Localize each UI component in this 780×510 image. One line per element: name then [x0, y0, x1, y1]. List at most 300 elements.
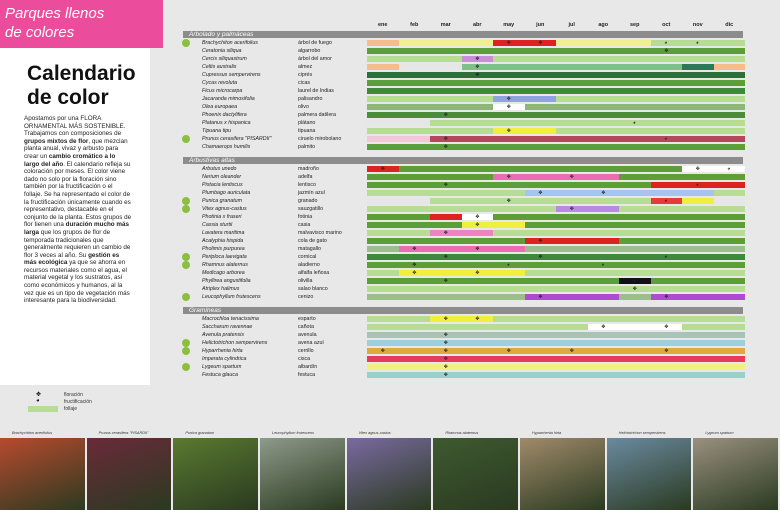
color-segment — [493, 56, 745, 62]
color-segment — [525, 246, 746, 252]
flowering-icon: ✥ — [506, 96, 511, 102]
flowering-icon: ✥ — [475, 72, 480, 78]
color-segment — [367, 182, 651, 188]
month-bar — [367, 182, 745, 188]
scientific-name: Tipuana tipu — [202, 128, 232, 134]
scientific-name: Phoenix dactylifera — [202, 112, 247, 118]
color-segment — [367, 120, 430, 126]
plant-row — [165, 119, 780, 127]
common-name: olivo — [298, 104, 309, 110]
color-segment — [682, 64, 714, 70]
scientific-name: Atriplex halimus — [202, 286, 240, 292]
common-name: palmera datilera — [298, 112, 336, 118]
month-bar — [367, 270, 745, 276]
plant-row — [165, 135, 780, 143]
flowering-icon: ✥ — [475, 316, 480, 322]
flowering-icon: ✥ — [443, 332, 448, 338]
flowering-icon: ✥ — [601, 190, 606, 196]
color-segment — [399, 40, 494, 46]
highlight-dot-icon — [182, 253, 190, 261]
color-segment — [430, 136, 745, 142]
legend-symbol: ◕ — [36, 398, 40, 404]
plant-row — [165, 229, 780, 237]
common-name: árbol de fuego — [298, 40, 332, 46]
photo-caption: Lygeum spartum — [705, 431, 734, 435]
flowering-icon: ✥ — [443, 364, 448, 370]
plant-row — [165, 55, 780, 63]
color-segment — [367, 88, 745, 94]
common-name: ciprés — [298, 72, 313, 78]
fruiting-icon: ◕ — [632, 120, 636, 126]
common-name: granado — [298, 198, 318, 204]
flowering-icon: ✥ — [538, 254, 543, 260]
month-label: ene — [378, 22, 388, 28]
common-name: festuca — [298, 372, 316, 378]
color-segment — [399, 166, 683, 172]
plant-row — [165, 237, 780, 245]
month-label: mar — [440, 22, 451, 28]
common-name: sauzgatillo — [298, 206, 324, 212]
photo-caption: Prunus cerasifera "PISARDII" — [98, 431, 149, 435]
common-name: árbol del amor — [298, 56, 332, 62]
color-segment — [367, 136, 430, 142]
flowering-icon: ✥ — [664, 294, 669, 300]
flowering-icon: ✥ — [475, 64, 480, 70]
common-name: cola de gato — [298, 238, 327, 244]
color-segment — [619, 238, 745, 244]
common-name: lentisco — [298, 182, 316, 188]
plant-row — [165, 95, 780, 103]
color-segment — [367, 286, 745, 292]
month-bar — [367, 294, 745, 300]
color-segment — [430, 316, 493, 322]
plant-row — [165, 127, 780, 135]
plant-row — [165, 79, 780, 87]
flowering-icon: ✥ — [475, 270, 480, 276]
flowering-icon: ✥ — [380, 348, 385, 354]
legend-label: follaje — [64, 406, 78, 412]
plant-row — [165, 355, 780, 363]
color-segment — [430, 198, 651, 204]
plant-photo — [260, 438, 345, 510]
color-segment — [367, 294, 525, 300]
flowering-icon: ✥ — [569, 348, 574, 354]
color-segment — [367, 324, 588, 330]
color-segment — [493, 230, 745, 236]
fruiting-icon: ◕ — [695, 40, 699, 46]
flowering-icon: ✥ — [443, 230, 448, 236]
color-segment — [367, 104, 493, 110]
color-segment — [619, 174, 745, 180]
color-segment — [651, 278, 746, 284]
color-segment — [525, 190, 714, 196]
scientific-name: Celtis australis — [202, 64, 237, 70]
month-label: jul — [568, 22, 575, 28]
plant-photo — [433, 438, 518, 510]
month-bar — [367, 348, 745, 354]
highlight-dot-icon — [182, 135, 190, 143]
common-name: avenula — [298, 332, 317, 338]
color-segment — [367, 56, 462, 62]
color-segment — [367, 262, 745, 268]
flowering-icon: ✥ — [443, 112, 448, 118]
common-name: alfalfa leñosa — [298, 270, 330, 276]
month-label: dic — [725, 22, 734, 28]
color-segment — [493, 40, 556, 46]
color-segment — [682, 324, 745, 330]
scientific-name: Arbutus unedo — [202, 166, 237, 172]
flowering-icon: ✥ — [475, 56, 480, 62]
month-bar — [367, 190, 745, 196]
common-name: aladierno — [298, 262, 320, 268]
plant-row — [165, 261, 780, 269]
flowering-icon: ✥ — [443, 356, 448, 362]
scientific-name: Cassia sturtii — [202, 222, 233, 228]
color-segment — [430, 230, 493, 236]
common-name: jazmín azul — [298, 190, 325, 196]
banner — [0, 0, 163, 48]
month-bar — [367, 230, 745, 236]
common-name: cisca — [298, 356, 311, 362]
color-segment — [367, 48, 745, 54]
plant-photo — [173, 438, 258, 510]
color-segment — [367, 270, 399, 276]
color-segment — [367, 80, 745, 86]
flowering-icon: ✥ — [632, 286, 637, 292]
color-segment — [619, 294, 651, 300]
month-bar — [367, 222, 745, 228]
photo-caption: Helictotrichon sempervirens — [618, 431, 666, 435]
month-bar — [367, 72, 745, 78]
plant-row — [165, 363, 780, 371]
scientific-name: Brachychiton acerifolius — [202, 40, 258, 46]
scientific-name: Macrochloa tenacissima — [202, 316, 259, 322]
color-segment — [367, 144, 745, 150]
highlight-dot-icon — [182, 205, 190, 213]
fruiting-icon: ◕ — [632, 278, 636, 284]
highlight-dot-icon — [182, 293, 190, 301]
scientific-name: Lygeum spartum — [202, 364, 242, 370]
color-segment — [556, 96, 745, 102]
flowering-icon: ✥ — [475, 222, 480, 228]
month-bar — [367, 88, 745, 94]
section-title: Arbolado y palmáceas — [189, 31, 254, 38]
color-segment — [367, 64, 399, 70]
section-title: Arbustivas altas — [189, 157, 235, 164]
scientific-name: Phyllirea angustifolia — [202, 278, 251, 284]
highlight-dot-icon — [182, 39, 190, 47]
month-bar — [367, 40, 745, 46]
plant-row — [165, 71, 780, 79]
plant-row — [165, 111, 780, 119]
common-name: laurel de Indias — [298, 88, 334, 94]
plant-row — [165, 213, 780, 221]
legend-label: floración — [64, 392, 83, 398]
scientific-name: Photinia x fraseri — [202, 214, 242, 220]
flowering-icon: ✥ — [443, 136, 448, 142]
photo-caption: Leucophyllum frutescens — [272, 431, 314, 435]
title-line-1: Calendario — [27, 62, 136, 85]
common-name: cañota — [298, 324, 314, 330]
flowering-icon: ✥ — [538, 294, 543, 300]
color-segment — [367, 278, 619, 284]
scientific-name: Acalyphia hispida — [202, 238, 244, 244]
plant-photo — [693, 438, 778, 510]
plant-row — [165, 269, 780, 277]
month-bar — [367, 254, 745, 260]
month-bar — [367, 80, 745, 86]
flowering-icon: ✥ — [443, 254, 448, 260]
common-name: algarrobo — [298, 48, 321, 54]
flowering-icon: ✥ — [695, 166, 700, 172]
color-segment — [493, 96, 556, 102]
month-bar — [367, 198, 745, 204]
plant-row — [165, 221, 780, 229]
plant-row — [165, 371, 780, 379]
month-bar — [367, 112, 745, 118]
month-bar — [367, 166, 745, 172]
common-name: cerrillo — [298, 348, 314, 354]
color-segment — [399, 64, 462, 70]
flowering-icon: ✥ — [506, 128, 511, 134]
month-bar — [367, 364, 745, 370]
color-segment — [367, 348, 745, 354]
flowering-icon: ✥ — [380, 166, 385, 172]
month-bar — [367, 286, 745, 292]
color-segment — [462, 64, 683, 70]
color-segment — [367, 198, 430, 204]
scientific-name: Hyparrhenia hirta — [202, 348, 243, 354]
color-segment — [367, 246, 399, 252]
fruiting-icon: ◕ — [506, 262, 510, 268]
plant-row — [165, 197, 780, 205]
scientific-name: Imperata cylindrica — [202, 356, 247, 362]
plant-row — [165, 277, 780, 285]
flowering-icon: ✥ — [443, 348, 448, 354]
month-bar — [367, 332, 745, 338]
scientific-name: Plumbago auriculata — [202, 190, 251, 196]
scientific-name: Cercis siliquastrum — [202, 56, 247, 62]
color-segment — [493, 214, 745, 220]
month-bar — [367, 174, 745, 180]
color-segment — [682, 166, 745, 172]
month-label: sep — [630, 22, 640, 28]
flowering-icon: ✥ — [443, 340, 448, 346]
scientific-name: Pistacia lentiscus — [202, 182, 243, 188]
plant-photo — [87, 438, 172, 510]
plant-row — [165, 143, 780, 151]
color-segment — [462, 222, 525, 228]
fruiting-icon: ◕ — [695, 182, 699, 188]
fruiting-icon: ◕ — [664, 198, 668, 204]
plant-photo — [0, 438, 85, 510]
plant-row — [165, 323, 780, 331]
color-segment — [367, 364, 745, 370]
flowering-icon: ✥ — [506, 198, 511, 204]
scientific-name: Cycas revoluta — [202, 80, 238, 86]
scientific-name: Nerium oleander — [202, 174, 242, 180]
month-bar — [367, 356, 745, 362]
flowering-icon: ✥ — [443, 182, 448, 188]
color-segment — [367, 206, 556, 212]
common-name: madroño — [298, 166, 319, 172]
common-name: adelfa — [298, 174, 313, 180]
plant-row — [165, 165, 780, 173]
legend-label: fructificación — [64, 399, 92, 405]
color-segment — [525, 270, 746, 276]
flowering-icon: ✥ — [506, 174, 511, 180]
flowering-icon: ✥ — [412, 262, 417, 268]
flowering-icon: ✥ — [443, 144, 448, 150]
month-bar — [367, 56, 745, 62]
scientific-name: Cupressus sempervirens — [202, 72, 261, 78]
common-name: palmito — [298, 144, 316, 150]
flowering-icon: ✥ — [569, 174, 574, 180]
photo-caption: Rhamnus alaternus — [445, 431, 479, 435]
color-segment — [714, 198, 746, 204]
color-segment — [682, 198, 714, 204]
flowering-icon: ✥ — [538, 190, 543, 196]
color-segment — [556, 206, 619, 212]
highlight-dot-icon — [182, 347, 190, 355]
scientific-name: Ficus microcarpa — [202, 88, 243, 94]
plant-row — [165, 103, 780, 111]
flowering-icon: ✥ — [569, 206, 574, 212]
plant-row — [165, 253, 780, 261]
plant-row — [165, 39, 780, 47]
flowering-icon: ✥ — [475, 214, 480, 220]
flowering-icon: ✥ — [443, 372, 448, 378]
color-segment — [367, 128, 493, 134]
common-name: avena azul — [298, 340, 324, 346]
color-calendar-chart — [165, 22, 780, 410]
plant-row — [165, 173, 780, 181]
scientific-name: Olea europaea — [202, 104, 238, 110]
month-bar — [367, 136, 745, 142]
month-label: ago — [598, 22, 609, 28]
highlight-dot-icon — [182, 339, 190, 347]
photo-caption: Punica granatum — [185, 431, 215, 435]
common-name: esparto — [298, 316, 316, 322]
color-segment — [493, 316, 745, 322]
scientific-name: Helictotrichon sempervirens — [202, 340, 268, 346]
month-bar — [367, 48, 745, 54]
common-name: salao blanco — [298, 286, 328, 292]
scientific-name: Chamaerops humilis — [202, 144, 251, 150]
plant-row — [165, 339, 780, 347]
banner-line-1: Parques llenos — [5, 5, 105, 22]
photo-caption: Vitex agnus-castus — [358, 431, 391, 435]
month-bar — [367, 316, 745, 322]
flowering-icon: ✥ — [412, 270, 417, 276]
color-segment — [367, 238, 525, 244]
plant-row — [165, 285, 780, 293]
plant-row — [165, 315, 780, 323]
common-name: plátano — [298, 120, 316, 126]
legend-swatch — [28, 406, 58, 412]
fruiting-icon: ◕ — [664, 136, 668, 142]
flowering-icon: ✥ — [538, 40, 543, 46]
color-segment — [430, 214, 462, 220]
month-bar — [367, 324, 745, 330]
common-name: cicas — [298, 80, 311, 86]
plant-row — [165, 63, 780, 71]
color-segment — [367, 190, 525, 196]
plant-row — [165, 347, 780, 355]
common-name: matagallo — [298, 246, 321, 252]
common-name: palisandro — [298, 96, 323, 102]
scientific-name: Jacaranda mimosifolia — [202, 96, 255, 102]
month-bar — [367, 64, 745, 70]
month-bar — [367, 120, 745, 126]
intro-text: Apostamos por una FLORA ORNAMENTAL MÁS SOSTENIBLE. Trabajamos con composiciones de grupos mixtos de flor, que mezclan planta anual, vivaz y arbusto para crear un cambio cromático a lo largo del año. El calendario refleja su coloración por meses. El color viene dado no solo por la floración sino también por la fructificación o el follaje. Se ha representado el color de la fructificación únicamente cuando es representativo, destacable en el conjunto de la planta. Estos grupos de flor tienen una duración mucho más larga que los grupos de flor de temporada tradicionales que generalmente requieren un cambio de flor 3 veces al año. Su gestión es más ecológica ya que se ahorra en recursos materiales como el agua, el material vegetal y los sustratos, así como económicos y humanos, al la vez que es un tipo de vegetación más interesante para la biodiversidad. — [24, 115, 132, 305]
plant-row — [165, 245, 780, 253]
plant-row — [165, 87, 780, 95]
month-bar — [367, 144, 745, 150]
plant-row — [165, 331, 780, 339]
flowering-icon: ✥ — [538, 238, 543, 244]
month-bar — [367, 128, 745, 134]
flowering-icon: ✥ — [664, 324, 669, 330]
color-segment — [367, 72, 745, 78]
color-segment — [525, 104, 746, 110]
plant-row — [165, 189, 780, 197]
common-name: almez — [298, 64, 313, 70]
common-name: casia — [298, 222, 311, 228]
flowering-icon: ✥ — [475, 246, 480, 252]
scientific-name: Rhamnus alaternus — [202, 262, 248, 268]
scientific-name: Avenula pratensis — [202, 332, 245, 338]
title-line-2: de color — [27, 86, 109, 109]
color-segment — [367, 340, 745, 346]
common-name: tipuana — [298, 128, 316, 134]
plant-photo — [347, 438, 432, 510]
month-bar — [367, 206, 745, 212]
common-name: cenizo — [298, 294, 314, 300]
section-title: Gramíneas — [189, 307, 222, 314]
month-label: jun — [536, 22, 545, 28]
scientific-name: Festuca glauca — [202, 372, 238, 378]
common-name: albardín — [298, 364, 318, 370]
color-segment — [367, 230, 430, 236]
color-segment — [399, 270, 525, 276]
plant-row — [165, 205, 780, 213]
section-header — [183, 157, 743, 164]
color-segment — [556, 40, 651, 46]
month-label: abr — [472, 22, 482, 28]
fruiting-icon: ◕ — [601, 262, 605, 268]
month-bar — [367, 214, 745, 220]
flowering-icon: ✥ — [506, 348, 511, 354]
color-segment — [367, 222, 462, 228]
highlight-dot-icon — [182, 261, 190, 269]
scientific-name: Saccharum ravennae — [202, 324, 253, 330]
flowering-icon: ✥ — [664, 348, 669, 354]
month-bar — [367, 278, 745, 284]
color-segment — [399, 246, 525, 252]
color-segment — [493, 174, 619, 180]
month-bar — [367, 246, 745, 252]
color-segment — [367, 356, 745, 362]
month-label: may — [503, 22, 515, 28]
photo-caption: Brachychiton acerifolius — [12, 431, 53, 435]
month-bar — [367, 262, 745, 268]
color-segment — [367, 372, 745, 378]
color-segment — [619, 206, 745, 212]
scientific-name: Ceratonia siliqua — [202, 48, 242, 54]
section-header — [183, 307, 743, 314]
common-name: ciruelo mirobolano — [298, 136, 342, 142]
